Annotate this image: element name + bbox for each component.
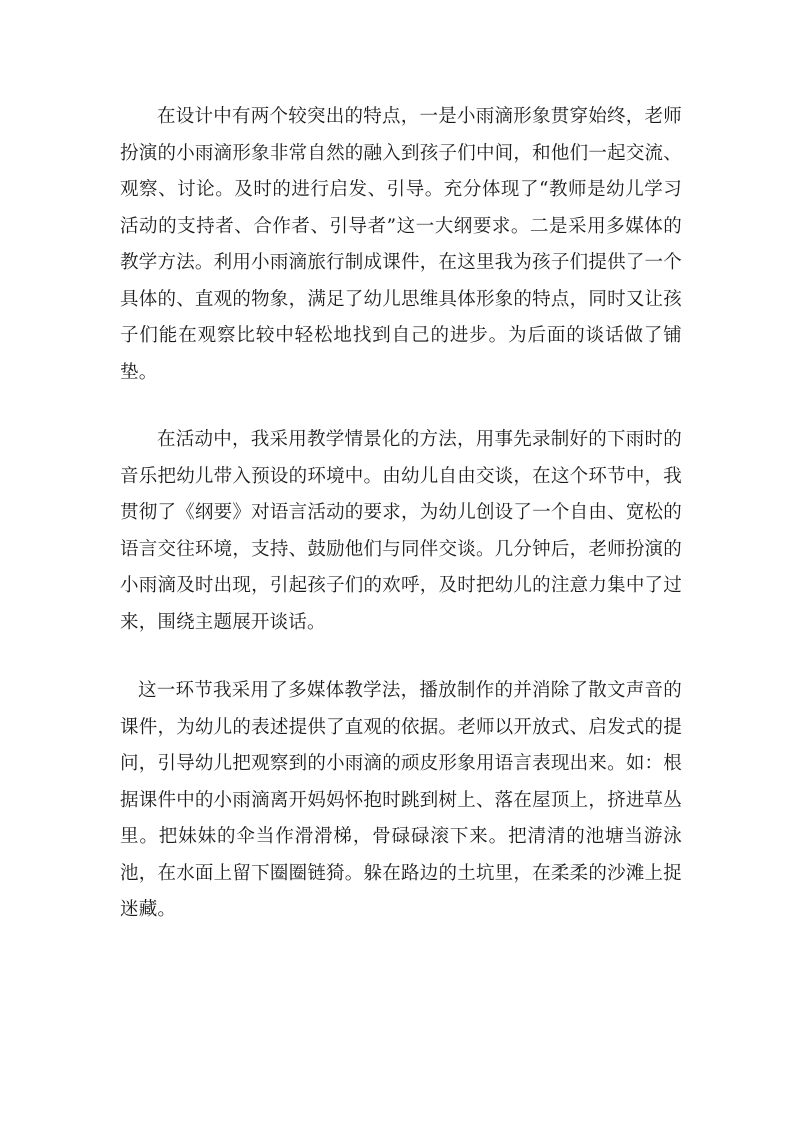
paragraph-multimedia-method: 这一环节我采用了多媒体教学法，播放制作的并消除了散文声音的课件，为幼儿的表述提供了直观的依据。老师以开放式、启发式的提问，引导幼儿把观察到的小雨滴的顽皮形象用语言表现出来。如：根据课件中的小雨滴离开妈妈怀抱时跳到树上、落在屋顶上，挤进草丛里。把妹妹的伞当作滑滑梯，骨碌碌滚下来。把清清的池塘当游泳池，在水面上留下圈圈链猗。躲在路边的土坑里，在柔柔的沙滩上捉迷藏。 xyxy=(120,680,682,920)
paragraph-design-features: 在设计中有两个较突出的特点，一是小雨滴形象贯穿始终，老师扮演的小雨滴形象非常自然的融入到孩子们中间，和他们一起交流、观察、讨论。及时的进行启发、引导。充分体现了“教师是幼儿学习活动的支持者、合作者、引导者”这一大纲要求。二是采用多媒体的教学方法。利用小雨滴旅行制成课件，在这里我为孩子们提供了一个具体的、直观的物象，满足了幼儿思维具体形象的特点，同时又让孩子们能在观察比较中轻松地找到自己的进步。为后面的谈话做了铺垫。 xyxy=(120,106,682,383)
document-body xyxy=(120,99,682,929)
paragraph-activity-situation: 在活动中，我采用教学情景化的方法，用事先录制好的下雨时的音乐把幼儿带入预设的环境中。由幼儿自由交谈，在这个环节中，我贯彻了《纲要》对语言活动的要求，为幼儿创设了一个自由、宽松的语言交往环境，支持、鼓励他们与同伴交谈。几分钟后，老师扮演的小雨滴及时出现，引起孩子们的欢呼，及时把幼儿的注意力集中了过来，围绕主题展开谈话。 xyxy=(120,429,682,633)
